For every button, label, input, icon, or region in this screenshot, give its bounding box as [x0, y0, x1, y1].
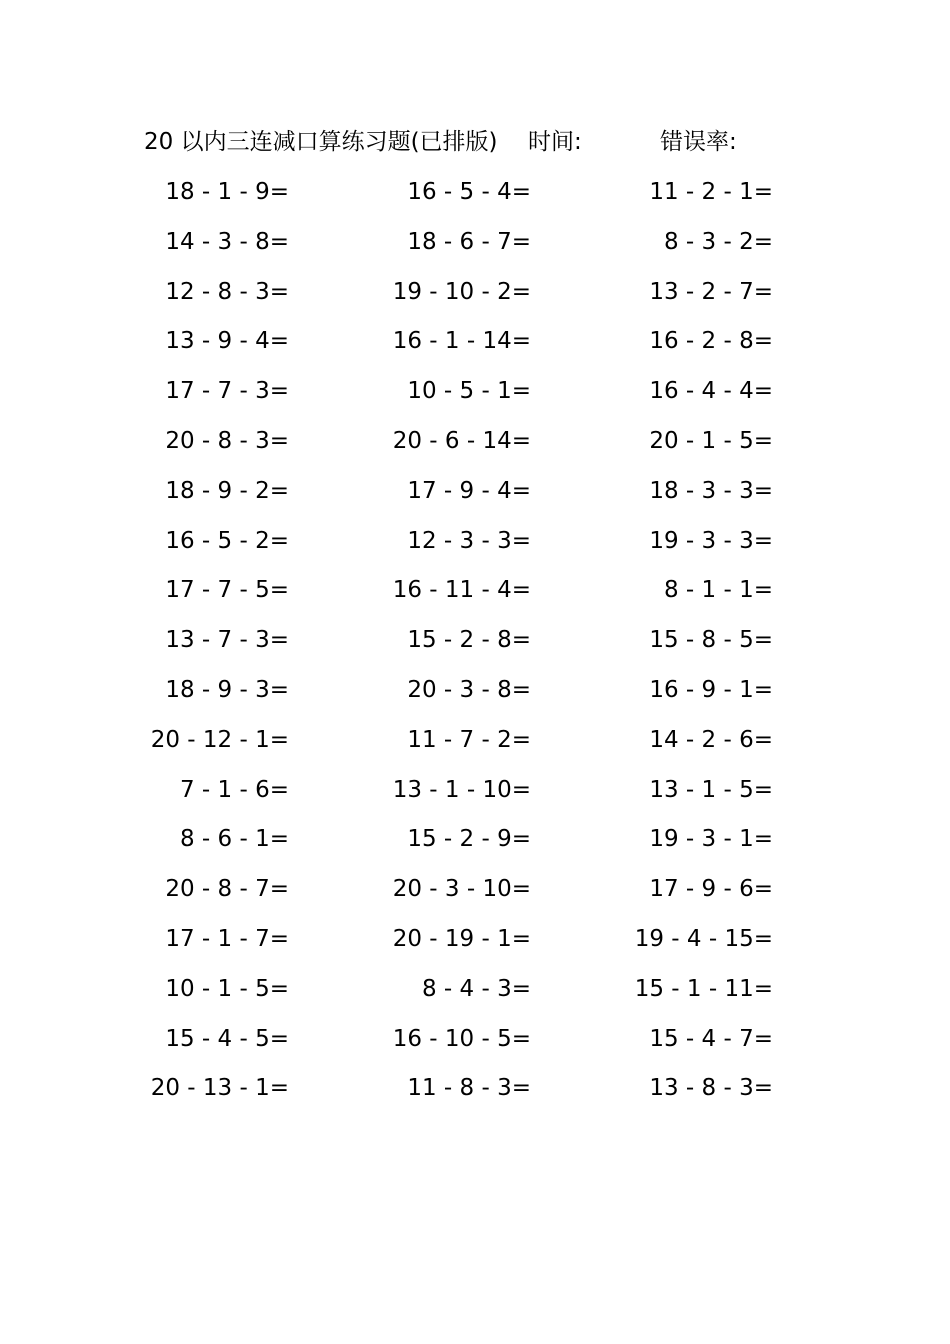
problem-item: 8 - 4 - 3= [421, 975, 531, 1002]
problem-item: 18 - 1 - 9= [165, 179, 289, 205]
problem-item: 13 - 8 - 3= [649, 1075, 773, 1102]
problem-item: 20 - 19 - 1= [392, 925, 531, 952]
problem-row [0, 919, 950, 969]
problem-item: 12 - 8 - 3= [165, 278, 289, 305]
problem-item: 11 - 8 - 3= [407, 1075, 531, 1102]
problem-item: 15 - 2 - 8= [407, 627, 531, 654]
problem-item: 20 - 8 - 3= [165, 427, 289, 454]
problem-row [0, 222, 950, 272]
problem-item: 18 - 9 - 3= [165, 676, 289, 703]
problem-item: 17 - 9 - 4= [407, 477, 531, 504]
problem-row [0, 272, 950, 322]
problem-item: 18 - 6 - 7= [407, 228, 531, 255]
problem-item: 7 - 1 - 6= [179, 776, 289, 803]
problem-row [0, 172, 950, 222]
problem-row [0, 521, 950, 571]
problem-row [0, 421, 950, 471]
problem-item: 13 - 1 - 10= [392, 776, 531, 803]
problem-item: 20 - 12 - 1= [150, 726, 289, 753]
problem-row [0, 720, 950, 770]
problem-row [0, 570, 950, 620]
problem-item: 16 - 1 - 14= [392, 328, 531, 355]
problem-item: 20 - 3 - 8= [407, 676, 531, 703]
problem-item: 15 - 8 - 5= [649, 627, 773, 654]
problem-item: 20 - 3 - 10= [392, 876, 531, 903]
worksheet-title: 20 以内三连减口算练习题(已排版) [144, 129, 498, 155]
problem-row [0, 620, 950, 670]
problem-item: 19 - 3 - 3= [649, 527, 773, 554]
problem-row [0, 471, 950, 521]
problem-item: 20 - 1 - 5= [649, 427, 773, 454]
problem-row [0, 321, 950, 371]
problem-item: 16 - 5 - 2= [165, 527, 289, 554]
problem-item: 15 - 1 - 11= [634, 975, 773, 1002]
problem-grid [0, 172, 950, 1118]
problem-item: 20 - 8 - 7= [165, 876, 289, 903]
problem-item: 16 - 5 - 4= [407, 179, 531, 205]
problem-item: 18 - 9 - 2= [165, 477, 289, 504]
problem-item: 16 - 9 - 1= [649, 676, 773, 703]
problem-row [0, 371, 950, 421]
problem-item: 20 - 13 - 1= [150, 1075, 289, 1102]
problem-item: 18 - 3 - 3= [649, 477, 773, 504]
problem-item: 19 - 10 - 2= [392, 278, 531, 305]
problem-item: 19 - 3 - 1= [649, 826, 773, 853]
problem-row [0, 869, 950, 919]
problem-item: 16 - 4 - 4= [649, 378, 773, 405]
problem-row [0, 670, 950, 720]
problem-item: 11 - 7 - 2= [407, 726, 531, 753]
problem-item: 11 - 2 - 1= [649, 179, 773, 205]
problem-item: 13 - 2 - 7= [649, 278, 773, 305]
problem-item: 15 - 4 - 7= [649, 1025, 773, 1052]
problem-row [0, 1068, 950, 1118]
problem-item: 16 - 2 - 8= [649, 328, 773, 355]
problem-item: 16 - 10 - 5= [392, 1025, 531, 1052]
problem-item: 13 - 1 - 5= [649, 776, 773, 803]
problem-item: 13 - 7 - 3= [165, 627, 289, 654]
problem-item: 17 - 9 - 6= [649, 876, 773, 903]
problem-item: 8 - 3 - 2= [663, 228, 773, 255]
problem-item: 8 - 1 - 1= [663, 577, 773, 604]
time-label: 时间: [528, 129, 582, 155]
problem-row [0, 770, 950, 820]
problem-item: 16 - 11 - 4= [392, 577, 531, 604]
problem-item: 15 - 2 - 9= [407, 826, 531, 853]
problem-item: 17 - 7 - 5= [165, 577, 289, 604]
problem-item: 12 - 3 - 3= [407, 527, 531, 554]
problem-item: 14 - 2 - 6= [649, 726, 773, 753]
problem-item: 14 - 3 - 8= [165, 228, 289, 255]
error-rate-label: 错误率: [660, 129, 737, 155]
worksheet-header [0, 124, 950, 160]
problem-item: 8 - 6 - 1= [179, 826, 289, 853]
problem-item: 10 - 5 - 1= [407, 378, 531, 405]
problem-item: 20 - 6 - 14= [392, 427, 531, 454]
problem-item: 19 - 4 - 15= [634, 925, 773, 952]
problem-item: 10 - 1 - 5= [165, 975, 289, 1002]
problem-item: 15 - 4 - 5= [165, 1025, 289, 1052]
problem-row [0, 1019, 950, 1069]
problem-row [0, 969, 950, 1019]
problem-item: 17 - 1 - 7= [165, 925, 289, 952]
problem-row [0, 819, 950, 869]
problem-item: 17 - 7 - 3= [165, 378, 289, 405]
problem-item: 13 - 9 - 4= [165, 328, 289, 355]
